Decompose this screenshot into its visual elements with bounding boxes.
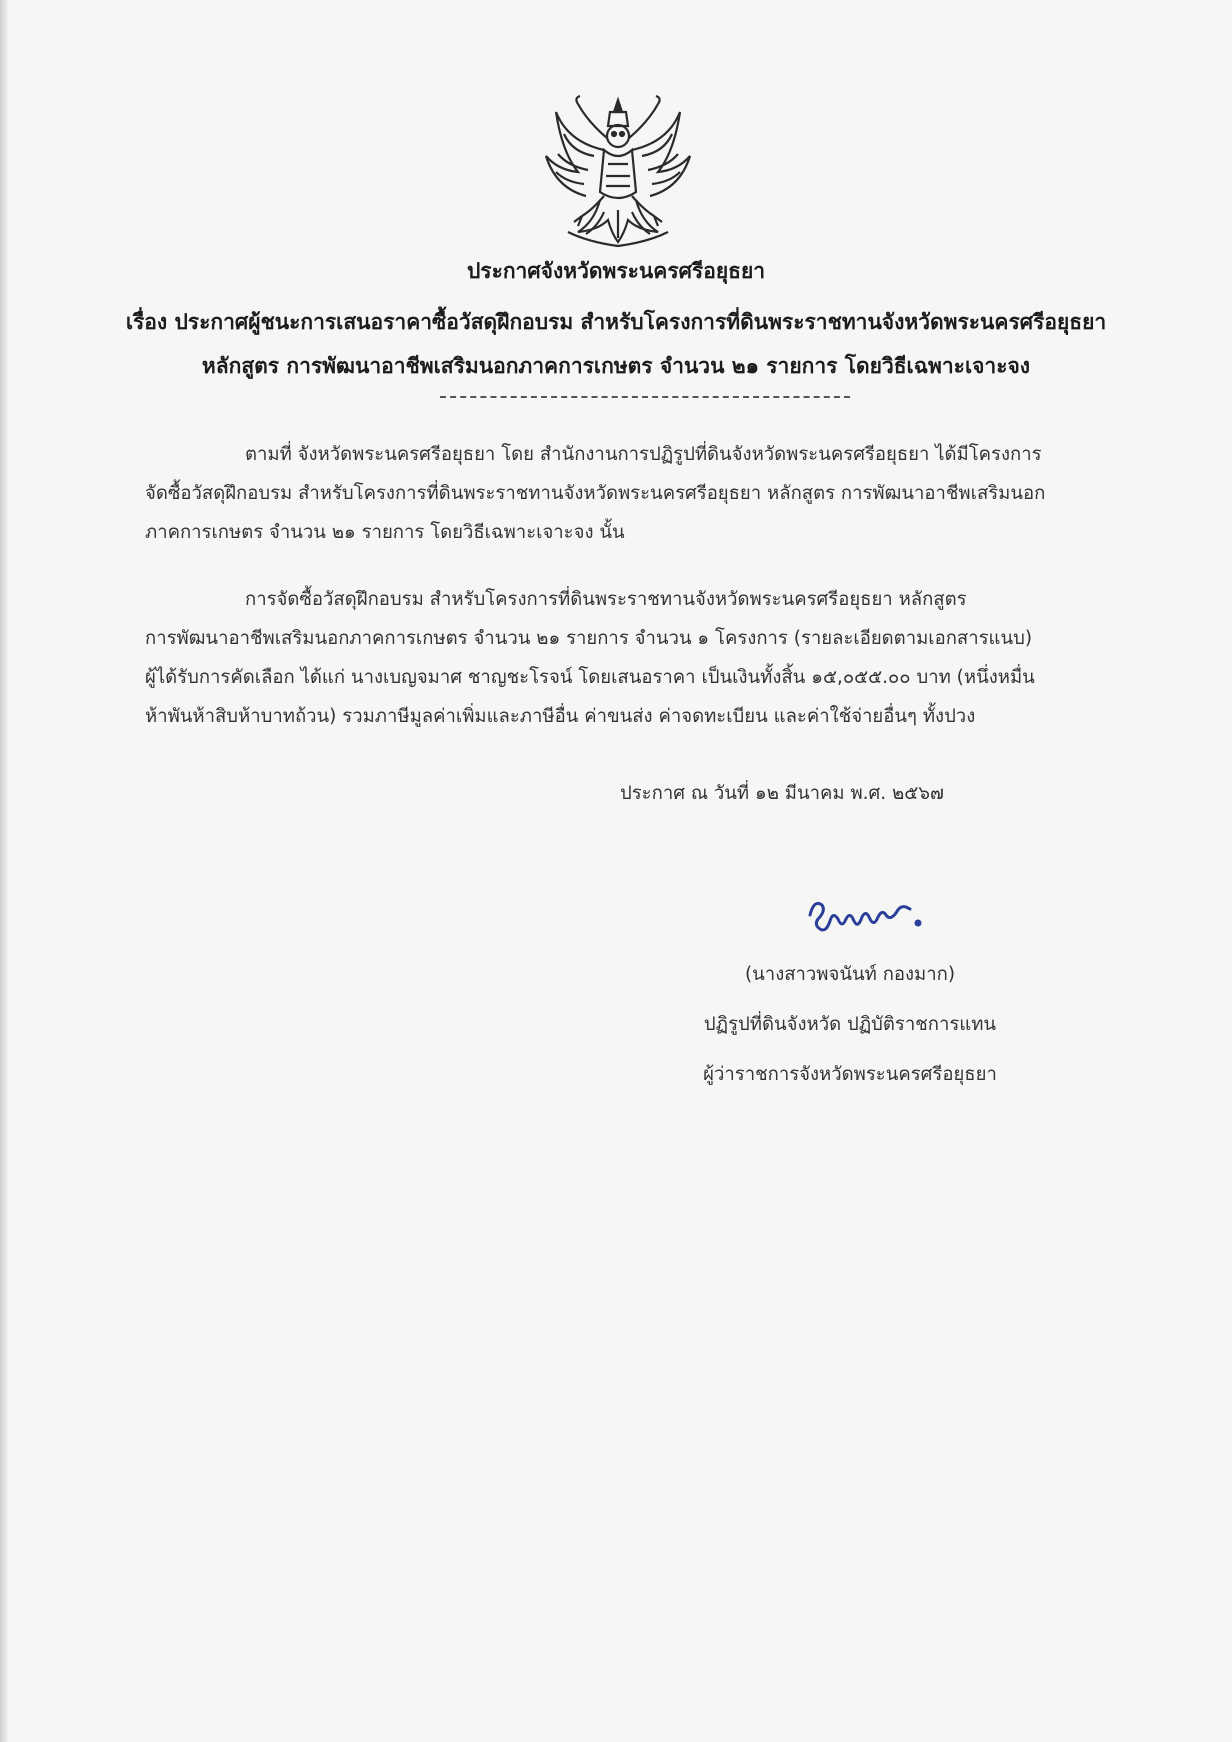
- paragraph-line: ห้าพันห้าสิบห้าบาทถ้วน) รวมภาษีมูลค่าเพิ่มและภาษีอื่น ค่าขนส่ง ค่าจดทะเบียน และค่าใช้จ่ายอื่นๆ ทั้งปวง: [145, 706, 976, 727]
- signatory-name: (นางสาวพจนันท์ กองมาก): [744, 964, 956, 985]
- paragraph-award: [145, 580, 1085, 736]
- announcement-subject-line2: หลักสูตร การพัฒนาอาชีพเสริมนอกภาคการเกษตร จำนวน ๒๑ รายการ โดยวิธีเฉพาะเจาะจง: [201, 354, 1031, 378]
- announcement-date: ประกาศ ณ วันที่ ๑๒ มีนาคม พ.ศ. ๒๕๖๗: [620, 783, 944, 804]
- paragraph-line: การจัดซื้อวัสดุฝึกอบรม สำหรับโครงการที่ดินพระราชทานจังหวัดพระนครศรีอยุธยา หลักสูตร: [245, 589, 967, 610]
- paragraph-background: [145, 435, 1085, 552]
- paragraph-line: การพัฒนาอาชีพเสริมนอกภาคการเกษตร จำนวน ๒๑ รายการ จำนวน ๑ โครงการ (รายละเอียดตามเอกสารแนบ): [145, 628, 1033, 649]
- paragraph-line: ผู้ได้รับการคัดเลือก ได้แก่ นางเบญจมาศ ชาญชะโรจน์ โดยเสนอราคา เป็นเงินทั้งสิ้น ๑๕,๐๕๕.๐๐ บาท (หนึ่งหมื่น: [145, 667, 1035, 688]
- dashed-divider: [440, 396, 850, 398]
- paragraph-line: จัดซื้อวัสดุฝึกอบรม สำหรับโครงการที่ดินพระราชทานจังหวัดพระนครศรีอยุธยา หลักสูตร การพัฒนาอาชีพเสริมนอก: [145, 483, 1046, 504]
- handwritten-signature-icon: [800, 885, 950, 945]
- signatory-position-line2: ผู้ว่าราชการจังหวัดพระนครศรีอยุธยา: [703, 1064, 997, 1085]
- paragraph-line: ภาคการเกษตร จำนวน ๒๑ รายการ โดยวิธีเฉพาะเจาะจง นั้น: [145, 522, 625, 543]
- announcement-title: ประกาศจังหวัดพระนครศรีอยุธยา: [466, 259, 766, 283]
- announcement-subject-line1: เรื่อง ประกาศผู้ชนะการเสนอราคาซื้อวัสดุฝึกอบรม สำหรับโครงการที่ดินพระราชทานจังหวัดพระนครศรีอยุธยา: [125, 310, 1107, 334]
- signatory-position-line1: ปฏิรูปที่ดินจังหวัด ปฏิบัติราชการแทน: [703, 1014, 997, 1035]
- paragraph-line: ตามที่ จังหวัดพระนครศรีอยุธยา โดย สำนักงานการปฏิรูปที่ดินจังหวัดพระนครศรีอยุธยา ได้มีโครงการ: [245, 444, 1042, 465]
- garuda-emblem-icon: [538, 92, 698, 252]
